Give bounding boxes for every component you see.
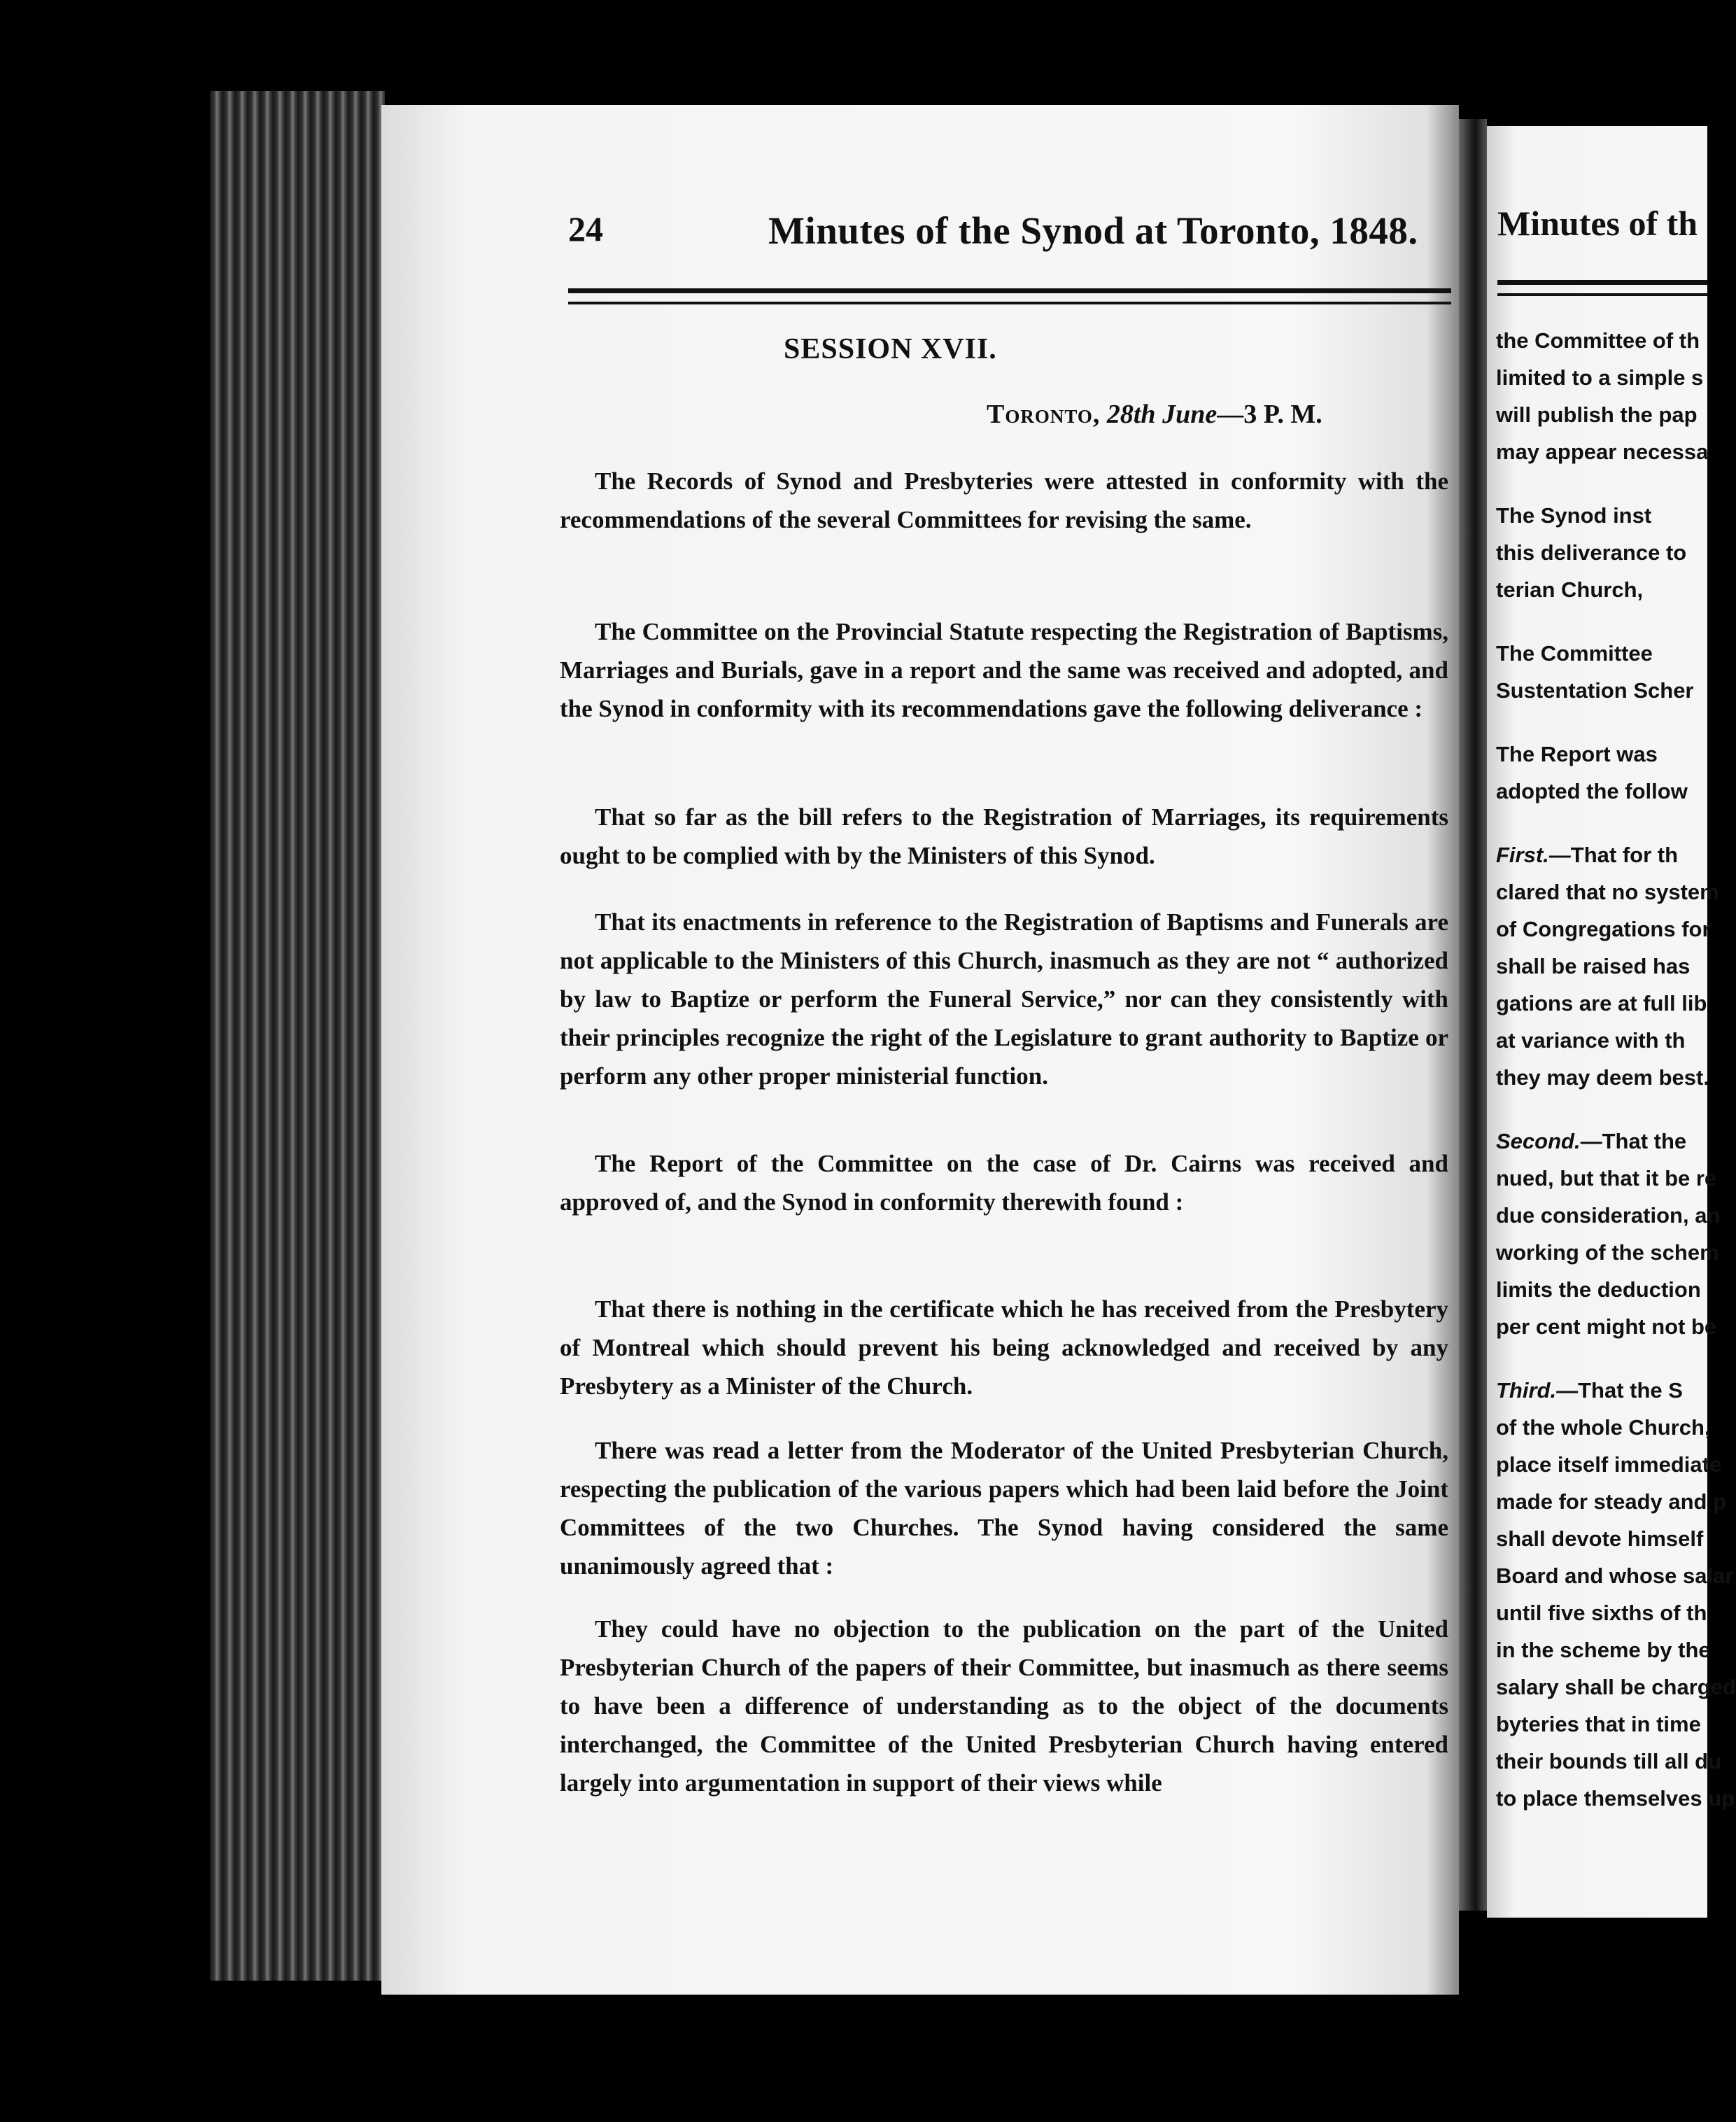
right-text-line: working of the schem [1496, 1240, 1719, 1265]
right-text-line: First.—That for th [1496, 843, 1679, 867]
paragraph: The Committee on the Provincial Statute respecting the Registration of Baptisms, Marriages and Burials, gave in a report and the same was received and adopted, and the Synod in conformity with its recommendations gave the following deliverance : [560, 618, 1448, 722]
right-text-line: will publish the pap [1496, 402, 1698, 427]
right-text-line: made for steady and p [1496, 1489, 1727, 1514]
right-text-line: due consideration, an [1496, 1203, 1721, 1228]
right-text-line: salary shall be charged [1496, 1675, 1736, 1699]
line-gap [1496, 709, 1720, 736]
right-text-line: of the whole Church, [1496, 1415, 1711, 1440]
right-text-line: the Committee of th [1496, 328, 1700, 353]
paragraph: That its enactments in reference to the Registration of Baptisms and Funerals are not applicable to the Ministers of this Church, inasmuch as they are not “ authorized by law to Baptize or perform the Funeral Service,” nor can they consistently with their principles recognize the right of the Legislature to grant authority to Baptize or perform any other proper ministerial function. [560, 908, 1448, 1090]
right-text-line: shall be raised has [1496, 954, 1691, 978]
right-text-line: at variance with th [1496, 1028, 1686, 1053]
right-text-line: they may deem best. [1496, 1065, 1709, 1090]
paragraph: There was read a letter from the Moderator of the United Presbyterian Church, respecting the publication of the various papers which had been laid before the Joint Committees of the two Churches. The Synod having considered the same unanimously agreed that : [560, 1437, 1448, 1580]
right-text-line: gations are at full lib [1496, 991, 1707, 1016]
right-text-line: until five sixths of th [1496, 1601, 1707, 1625]
right-text-line: Sustentation Scher [1496, 678, 1694, 703]
right-text-line: Board and whose salar [1496, 1564, 1734, 1588]
right-text-line: byteries that in time [1496, 1712, 1701, 1736]
right-text-line: shall devote himself [1496, 1526, 1704, 1551]
right-text-line: Second.—That the [1496, 1129, 1687, 1153]
paragraph: That so far as the bill refers to the Registration of Marriages, its requirements ought to be complied with by the Ministers of this Synod. [560, 803, 1448, 869]
right-text-line: The Report was [1496, 742, 1658, 766]
session-heading: SESSION XVII. [784, 333, 997, 365]
right-text-line: place itself immediate [1496, 1452, 1722, 1477]
right-text-line: their bounds till all du [1496, 1749, 1722, 1773]
right-text-line: limits the deduction [1496, 1277, 1701, 1302]
dateline-date: 28th June [1106, 400, 1218, 429]
right-text-line: The Committee [1496, 641, 1653, 666]
right-text-line: adopted the follow [1496, 779, 1688, 803]
line-gap [1496, 1096, 1720, 1123]
running-title: Minutes of the Synod at Toronto, 1848. [768, 209, 1418, 252]
right-text-line: The Synod inst [1496, 503, 1652, 528]
right-running-title: Minutes of th [1497, 204, 1698, 243]
paragraph: That there is nothing in the certificate which he has received from the Presbytery of Montreal which should prevent his being acknowledged and received by any Presbytery as a Minister of the Church. [560, 1295, 1448, 1400]
right-text-line: terian Church, [1496, 577, 1644, 602]
line-gap [1496, 810, 1720, 836]
right-text-line: this deliverance to [1496, 540, 1687, 565]
line-gap [1496, 1345, 1720, 1372]
paragraph: The Records of Synod and Presbyteries were attested in conformity with the recommendations of the several Committees for revising the same. [560, 468, 1448, 533]
right-text-line: nued, but that it be re [1496, 1166, 1717, 1190]
dateline-time: —3 P. M. [1217, 400, 1322, 429]
right-page-text [1496, 322, 1736, 1817]
line-gap [1496, 470, 1720, 497]
right-text-line: to place themselves up [1496, 1786, 1735, 1811]
dateline-place: Toronto, [987, 400, 1101, 429]
book-gutter [1459, 119, 1487, 1911]
paragraph: They could have no objection to the publication on the part of the United Presbyterian Church of the papers of their Committee, but inasmuch as there seems to have been a difference of understanding as to the object of the documents interchanged, the Committee of the United Presbyterian Church having entered largely into argumentation in support of their views while [560, 1615, 1448, 1797]
page-edges [210, 91, 385, 1981]
page-number: 24 [568, 209, 603, 248]
right-text-line: clared that no system [1496, 880, 1719, 904]
right-text-line: in the scheme by the [1496, 1638, 1711, 1662]
right-text-line: may appear necessa [1496, 440, 1709, 464]
right-text-line: per cent might not be [1496, 1314, 1717, 1339]
right-text-line: Third.—That the S [1496, 1378, 1683, 1403]
line-gap [1496, 608, 1720, 635]
right-text-line: of Congregations for [1496, 917, 1711, 941]
right-header-rule [1497, 280, 1707, 296]
right-text-line: limited to a simple s [1496, 365, 1704, 390]
dateline [987, 399, 1322, 430]
paragraph: The Report of the Committee on the case of Dr. Cairns was received and approved of, and the Synod in conformity therewith found : [560, 1150, 1448, 1216]
header-rule [568, 288, 1451, 304]
